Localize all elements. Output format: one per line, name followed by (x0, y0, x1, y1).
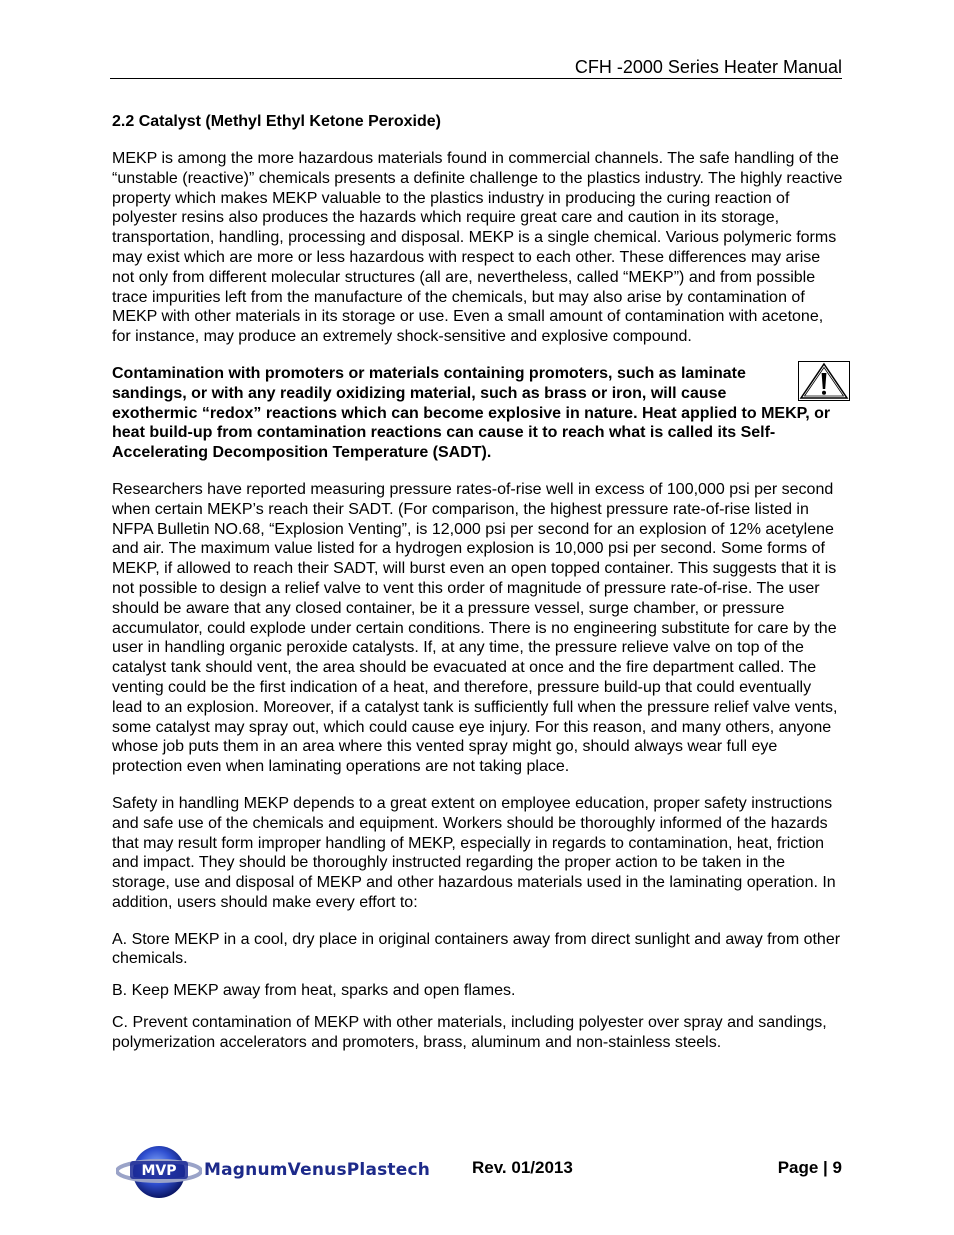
svg-text:MVP: MVP (141, 1163, 177, 1179)
list-item-c: C. Prevent contamination of MEKP with other materials, including polyester over spray and sandings, polymerization accelerators and promoters, brass, aluminum and non-stainless steels. (112, 1014, 827, 1051)
list-item-a: A. Store MEKP in a cool, dry place in original containers away from direct sunlight and away from other chemicals. (112, 930, 841, 968)
page-header (110, 56, 842, 79)
warning-text: Contamination with promoters or materials containing promoters, such as laminate sandings, or with any readily oxidizing material, such as brass or iron, will cause exothermic “redox” reactions which can become explosive in nature. Heat applied to MEKP, or heat build-up from contamination reactions can cause it to reach what is called its Self-Accelerating Decomposition Temperature (SADT). (112, 364, 831, 462)
document-body (112, 112, 844, 1065)
page-number: Page | 9 (777, 1158, 842, 1177)
paragraph-safety: Safety in handling MEKP depends to a great extent on employee education, proper safety instructions and safe use of the chemicals and equipment. Workers should be thoroughly informed of the hazards that may result form improper handling of MEKP, especially in regards to contamination, heat, friction and impact. They should be thoroughly instructed regarding the proper action to be taken in the storage, use and disposal of MEKP and other hazardous materials used in the laminating operation. In addition, users should make every effort to: (112, 794, 836, 911)
paragraph-pressure: Researchers have reported measuring pressure rates-of-rise well in excess of 100,000 psi per second when certain MEKP’s reach their SADT. (For comparison, the highest pressure rate-of-rise listed in NFPA Bulletin NO.68, “Explosion Venting”, is 12,000 psi per second for an explosion of 12% acetylene and air. The maximum value listed for a hydrogen explosion is 10,000 psi per second. Some forms of MEKP, if allowed to reach their SADT, will burst even an open topped container. This suggests that it is not possible to design a relief valve to vent this order of magnitude of pressure rate-of-rise. The user should be aware that any closed container, be it a pressure vessel, surge chamber, or pressure accumulator, could explode under certain conditions. There is no engineering substitute for care by the user in handling organic peroxide catalysts. If, at any time, the pressure relieve valve on top of the catalyst tank should vent, the area should be evacuated at once and the fire department called. The venting could be the first indication of a heat, and therefore, pressure build-up that could eventually lead to an explosion. Moreover, if a catalyst tank is sufficiently full when the pressure relief valve vents, some catalyst may spray out, which could cause eye injury. For this reason, and many others, anyone whose job puts them in an area where this vented spray might go, should always wear full eye protection even when laminating operations are not taking place. (112, 480, 838, 776)
warning-triangle-icon (798, 361, 850, 401)
manual-title: CFH -2000 Series Heater Manual (574, 57, 842, 77)
warning-block (112, 364, 844, 463)
page-footer (112, 1140, 844, 1200)
paragraph-intro: MEKP is among the more hazardous materials found in commercial channels. The safe handling of the “unstable (reactive)” chemicals presents a definite challenge to the plastics industry. The highly reactive property which makes MEKP valuable to the plastics industry in producing the curing reaction of polyester resins also produces the hazards which require great care and caution in its storage, transportation, handling, processing and disposal. MEKP is a single chemical. Various polymeric forms may exist which are more or less hazardous with respect to each other. These differences may arise not only from different molecular structures (all are, nevertheless, called “MEKP”) and from possible trace impurities left from the manufacture of the chemicals, but may also arise by contamination of MEKP with other materials in its storage or use. Even a small amount of contamination with acetone, for instance, may produce an extremely shock-sensitive and explosive compound. (112, 150, 843, 346)
company-logo (116, 1144, 431, 1200)
section-title: 2.2 Catalyst (Methyl Ethyl Ketone Peroxide) (112, 113, 441, 130)
mvp-globe-icon (116, 1144, 202, 1200)
logo-wordmark: MagnumVenusPlastech (204, 1160, 431, 1180)
list-item-b: B. Keep MEKP away from heat, sparks and open flames. (112, 982, 516, 1000)
revision-label: Rev. 01/2013 (472, 1158, 573, 1177)
